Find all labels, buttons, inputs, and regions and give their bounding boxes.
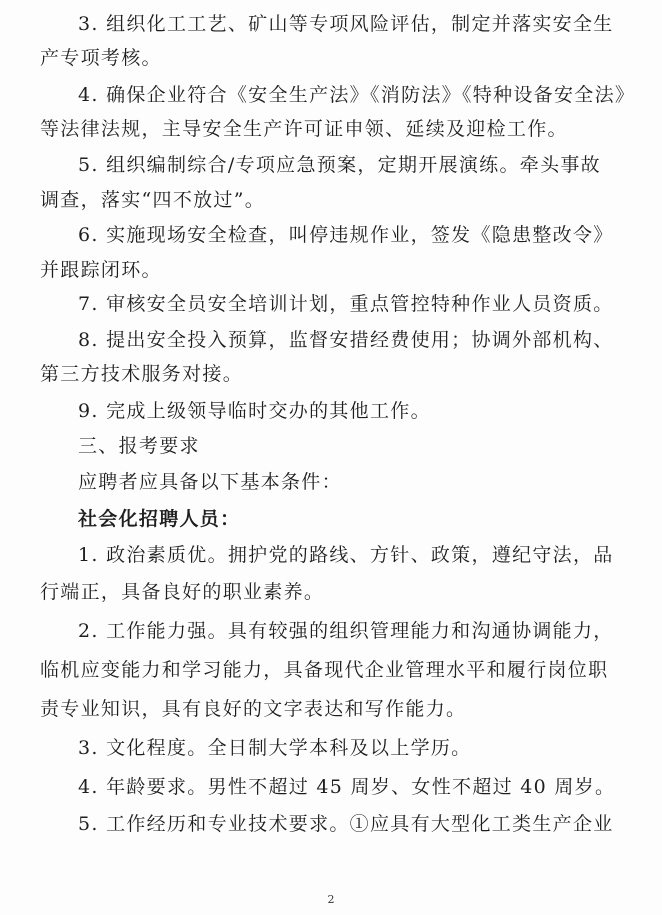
duty-item-3-line-1: 3. 组织化工工艺、矿山等专项风险评估，制定并落实安全生 [78,13,614,35]
requirement-3: 3. 文化程度。全日制大学本科及以上学历。 [78,737,472,759]
duty-item-5-line-1: 5. 组织编制综合/专项应急预案，定期开展演练。牵头事故 [78,154,601,176]
duty-item-5-line-2: 调查，落实“四不放过”。 [40,189,266,211]
requirement-5-line-1: 5. 工作经历和专业技术要求。①应具有大型化工类生产企业 [78,813,614,835]
duty-item-8-line-1: 8. 提出安全投入预算，监督安措经费使用；协调外部机构、 [78,329,614,351]
duty-item-4-line-2: 等法律法规，主导安全生产许可证申领、延续及迎检工作。 [40,118,568,140]
duty-item-7: 7. 审核安全员安全培训计划，重点管控特种作业人员资质。 [78,293,614,315]
requirement-1-line-2: 行端正，具备良好的职业素养。 [40,581,325,603]
duty-item-8-line-2: 第三方技术服务对接。 [40,363,244,385]
page-number: 2 [327,893,335,906]
duty-item-6-line-1: 6. 实施现场安全检查，叫停违规作业，签发《隐患整改令》 [78,224,614,246]
conditions-intro: 应聘者应具备以下基本条件： [78,471,342,493]
requirement-2-line-3: 责专业知识，具有良好的文字表达和写作能力。 [40,698,467,720]
requirement-4: 4. 年龄要求。男性不超过 45 周岁、女性不超过 40 周岁。 [78,776,616,798]
duty-item-3-line-2: 产专项考核。 [40,47,162,69]
section-heading: 三、报考要求 [78,435,200,457]
requirement-2-line-2: 临机应变能力和学习能力，具备现代企业管理水平和履行岗位职 [40,659,609,681]
duty-item-4-line-1: 4. 确保企业符合《安全生产法》《消防法》《特种设备安全法》 [78,84,636,106]
requirement-2-line-1: 2. 工作能力强。具有较强的组织管理能力和沟通协调能力， [78,620,614,642]
duty-item-6-line-2: 并跟踪闭环。 [40,259,162,281]
requirement-1-line-1: 1. 政治素质优。拥护党的路线、方针、政策，遵纪守法，品 [78,544,614,566]
subheading-social-recruitment: 社会化招聘人员： [78,508,241,530]
duty-item-9: 9. 完成上级领导临时交办的其他工作。 [78,400,431,422]
